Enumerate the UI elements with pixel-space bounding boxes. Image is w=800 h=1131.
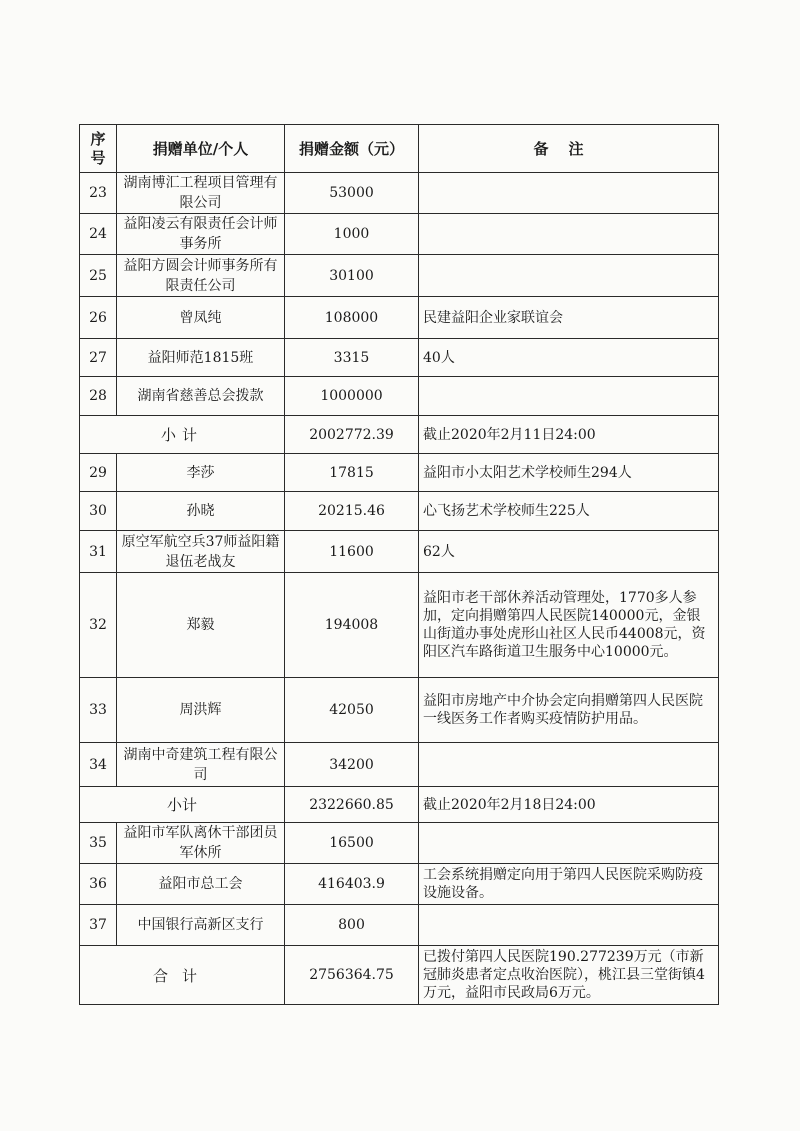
row-seq: 24 bbox=[80, 214, 117, 255]
table-row bbox=[80, 173, 719, 214]
row-donor: 中国银行高新区支行 bbox=[117, 905, 285, 946]
row-donor: 益阳师范1815班 bbox=[117, 339, 285, 377]
total-label: 合计 bbox=[80, 946, 285, 1005]
row-note: 益阳市小太阳艺术学校师生294人 bbox=[419, 454, 719, 492]
row-seq: 27 bbox=[80, 339, 117, 377]
row-donor: 孙晓 bbox=[117, 492, 285, 531]
row-seq: 30 bbox=[80, 492, 117, 531]
row-donor: 湖南博汇工程项目管理有限公司 bbox=[117, 173, 285, 214]
row-seq: 34 bbox=[80, 743, 117, 787]
row-note bbox=[419, 905, 719, 946]
subtotal-label: 小计 bbox=[80, 416, 285, 454]
row-amount: 3315 bbox=[285, 339, 419, 377]
header-seq: 序号 bbox=[80, 125, 117, 173]
row-donor: 益阳市军队离休干部团员军休所 bbox=[117, 823, 285, 864]
table-row bbox=[80, 377, 719, 416]
subtotal-amount: 2002772.39 bbox=[285, 416, 419, 454]
subtotal-row bbox=[80, 787, 719, 823]
row-seq: 36 bbox=[80, 864, 117, 905]
row-note: 益阳市房地产中介协会定向捐赠第四人民医院一线医务工作者购买疫情防护用品。 bbox=[419, 678, 719, 743]
row-donor: 益阳方圆会计师事务所有限责任公司 bbox=[117, 255, 285, 297]
row-note: 益阳市老干部休养活动管理处，1770多人参加，定向捐赠第四人民医院140000元，金银山街道办事处虎形山社区人民币44008元，资阳区汽车路街道卫生服务中心10000元。 bbox=[419, 573, 719, 678]
row-note: 民建益阳企业家联谊会 bbox=[419, 297, 719, 339]
row-donor: 曾凤纯 bbox=[117, 297, 285, 339]
total-amount: 2756364.75 bbox=[285, 946, 419, 1005]
total-note: 已拨付第四人民医院190.277239万元（市新冠肺炎患者定点收治医院），桃江县三堂街镇4万元，益阳市民政局6万元。 bbox=[419, 946, 719, 1005]
row-amount: 11600 bbox=[285, 531, 419, 573]
row-amount: 42050 bbox=[285, 678, 419, 743]
row-amount: 16500 bbox=[285, 823, 419, 864]
row-donor: 湖南省慈善总会拨款 bbox=[117, 377, 285, 416]
row-seq: 28 bbox=[80, 377, 117, 416]
row-amount: 800 bbox=[285, 905, 419, 946]
row-seq: 25 bbox=[80, 255, 117, 297]
row-amount: 20215.46 bbox=[285, 492, 419, 531]
subtotal-amount: 2322660.85 bbox=[285, 787, 419, 823]
header-row bbox=[80, 125, 719, 173]
header-amount: 捐赠金额（元） bbox=[285, 125, 419, 173]
row-note bbox=[419, 823, 719, 864]
row-note bbox=[419, 743, 719, 787]
table-row bbox=[80, 905, 719, 946]
row-seq: 37 bbox=[80, 905, 117, 946]
header-donor: 捐赠单位/个人 bbox=[117, 125, 285, 173]
row-note: 心飞扬艺术学校师生225人 bbox=[419, 492, 719, 531]
row-amount: 53000 bbox=[285, 173, 419, 214]
row-note bbox=[419, 214, 719, 255]
row-amount: 17815 bbox=[285, 454, 419, 492]
total-row bbox=[80, 946, 719, 1005]
table-row bbox=[80, 454, 719, 492]
subtotal-row bbox=[80, 416, 719, 454]
table-row bbox=[80, 864, 719, 905]
row-note bbox=[419, 255, 719, 297]
row-note: 40人 bbox=[419, 339, 719, 377]
table-row bbox=[80, 492, 719, 531]
header-note: 备注 bbox=[419, 125, 719, 173]
table-row bbox=[80, 823, 719, 864]
donation-table bbox=[79, 124, 719, 1005]
row-seq: 23 bbox=[80, 173, 117, 214]
table-row bbox=[80, 678, 719, 743]
row-seq: 33 bbox=[80, 678, 117, 743]
table-row bbox=[80, 255, 719, 297]
row-amount: 30100 bbox=[285, 255, 419, 297]
row-seq: 35 bbox=[80, 823, 117, 864]
row-note bbox=[419, 173, 719, 214]
table-row bbox=[80, 531, 719, 573]
row-amount: 416403.9 bbox=[285, 864, 419, 905]
row-donor: 李莎 bbox=[117, 454, 285, 492]
row-amount: 34200 bbox=[285, 743, 419, 787]
row-donor: 周洪辉 bbox=[117, 678, 285, 743]
row-donor: 益阳凌云有限责任会计师事务所 bbox=[117, 214, 285, 255]
row-amount: 108000 bbox=[285, 297, 419, 339]
table-row bbox=[80, 214, 719, 255]
row-seq: 31 bbox=[80, 531, 117, 573]
row-donor: 郑毅 bbox=[117, 573, 285, 678]
table-row bbox=[80, 573, 719, 678]
row-note: 62人 bbox=[419, 531, 719, 573]
row-amount: 1000000 bbox=[285, 377, 419, 416]
row-donor: 益阳市总工会 bbox=[117, 864, 285, 905]
row-note bbox=[419, 377, 719, 416]
subtotal-note: 截止2020年2月18日24:00 bbox=[419, 787, 719, 823]
row-seq: 29 bbox=[80, 454, 117, 492]
table-row bbox=[80, 339, 719, 377]
table-row bbox=[80, 743, 719, 787]
row-donor: 湖南中奇建筑工程有限公司 bbox=[117, 743, 285, 787]
subtotal-note: 截止2020年2月11日24:00 bbox=[419, 416, 719, 454]
row-seq: 26 bbox=[80, 297, 117, 339]
table-row bbox=[80, 297, 719, 339]
row-amount: 194008 bbox=[285, 573, 419, 678]
row-seq: 32 bbox=[80, 573, 117, 678]
row-note: 工会系统捐赠定向用于第四人民医院采购防疫设施设备。 bbox=[419, 864, 719, 905]
row-donor: 原空军航空兵37师益阳籍退伍老战友 bbox=[117, 531, 285, 573]
subtotal-label: 小计 bbox=[80, 787, 285, 823]
row-amount: 1000 bbox=[285, 214, 419, 255]
